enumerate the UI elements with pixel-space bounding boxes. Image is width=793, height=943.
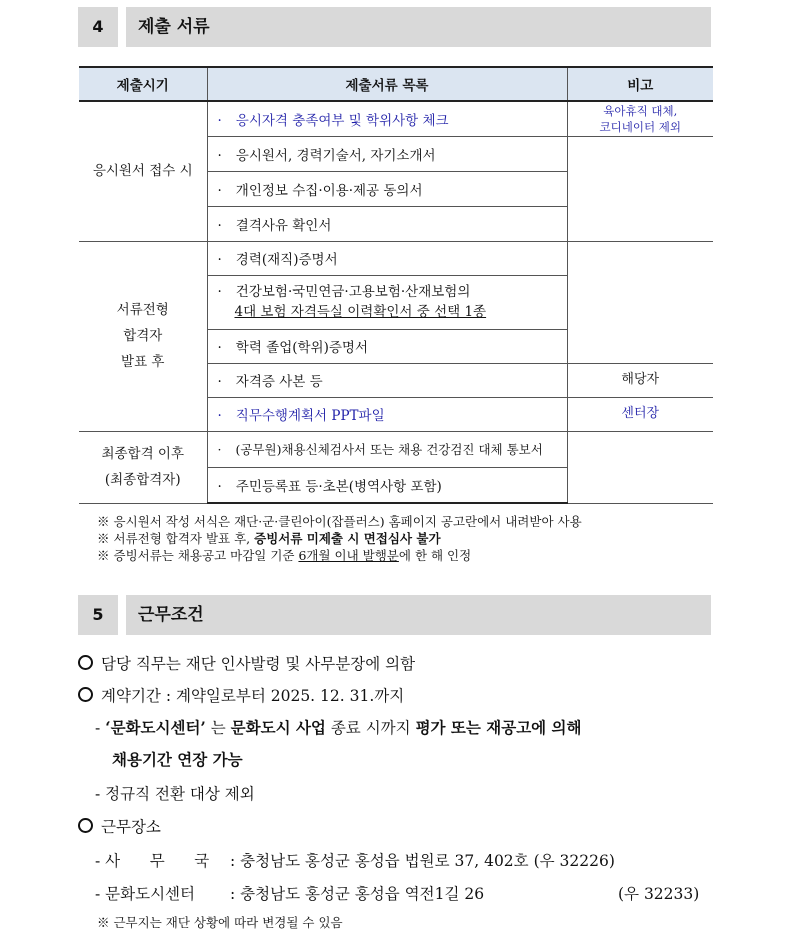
table-row bbox=[79, 101, 713, 136]
table-notes bbox=[97, 513, 582, 564]
header-remarks: 비고 bbox=[567, 67, 713, 101]
section-divider bbox=[118, 595, 126, 635]
remark-cell: 센터장 bbox=[567, 397, 713, 431]
documents-table bbox=[79, 66, 713, 504]
condition-location: 근무장소 bbox=[78, 815, 161, 837]
document-item: · 결격사유 확인서 bbox=[207, 206, 567, 241]
location-secretariat-address: : 충청남도 홍성군 홍성읍 법원로 37, 402호 (우 32226) bbox=[230, 852, 615, 870]
timing-final-pass: 최종합격 이후 (최종합격자) bbox=[79, 431, 207, 503]
section-divider bbox=[118, 7, 126, 47]
condition-duty: 담당 직무는 재단 인사발령 및 사무분장에 의함 bbox=[78, 652, 415, 674]
timing-application: 응시원서 접수 시 bbox=[79, 101, 207, 241]
workplace-footnote: ※ 근무지는 재단 상황에 따라 변경될 수 있음 bbox=[97, 915, 343, 930]
section-5-header bbox=[78, 595, 711, 635]
contract-extension-cont: 채용기간 연장 가능 bbox=[112, 750, 243, 769]
document-item: · 직무수행계획서 PPT파일 bbox=[207, 397, 567, 431]
remark-cell: 육아휴직 대체, 코디네이터 제외 bbox=[567, 101, 713, 136]
contract-extension: - ‘문화도시센터’ 는 문화도시 사업 종료 시까지 평가 또는 재공고에 의해 bbox=[95, 718, 582, 737]
location-center-address: : 충청남도 홍성군 홍성읍 역전1길 26 bbox=[230, 885, 485, 903]
location-center-label: - 문화도시센터 bbox=[95, 885, 196, 903]
section-5-number: 5 bbox=[92, 605, 104, 624]
circle-bullet-icon bbox=[78, 687, 93, 702]
note-line: ※ 서류전형 합격자 발표 후, 증빙서류 미제출 시 면접심사 불가 bbox=[97, 531, 441, 546]
section-4-header bbox=[78, 7, 711, 47]
remark-cell bbox=[567, 136, 713, 241]
circle-bullet-icon bbox=[78, 655, 93, 670]
document-item: · 경력(재직)증명서 bbox=[207, 241, 567, 275]
document-item: · 응시원서, 경력기술서, 자기소개서 bbox=[207, 136, 567, 171]
header-timing: 제출시기 bbox=[79, 67, 207, 101]
table-row bbox=[79, 241, 713, 275]
table-header-row bbox=[79, 67, 713, 101]
header-documents: 제출서류 목록 bbox=[207, 67, 567, 101]
document-item: · 주민등록표 등·초본(병역사항 포함) bbox=[207, 467, 567, 503]
remark-cell: 해당자 bbox=[567, 363, 713, 397]
location-secretariat-label: - 사 무 국 bbox=[95, 852, 210, 870]
document-item: · 응시자격 충족여부 및 학위사항 체크 bbox=[207, 101, 567, 136]
remark-cell bbox=[567, 241, 713, 363]
remark-cell bbox=[567, 431, 713, 503]
location-center-zip: (우 32233) bbox=[618, 885, 700, 903]
permanent-conversion-note: - 정규직 전환 대상 제외 bbox=[95, 785, 255, 803]
document-item: · 건강보험·국민연금·고용보험·산재보험의 4대 보험 자격득실 이력확인서 중 선택 1종 bbox=[207, 275, 567, 329]
document-item: · 자격증 사본 등 bbox=[207, 363, 567, 397]
section-4-title: 제출 서류 bbox=[138, 17, 210, 37]
note-line: ※ 응시원서 작성 서식은 재단·군·클린아이(잡플러스) 홈페이지 공고란에서 내려받아 사용 bbox=[97, 514, 582, 529]
document-item: · 개인정보 수집·이용·제공 동의서 bbox=[207, 171, 567, 206]
section-4-number: 4 bbox=[92, 17, 104, 36]
timing-document-screening: 서류전형 합격자 발표 후 bbox=[79, 241, 207, 431]
circle-bullet-icon bbox=[78, 818, 93, 833]
table-row bbox=[79, 431, 713, 467]
condition-contract: 계약기간 : 계약일로부터 2025. 12. 31.까지 bbox=[78, 684, 404, 706]
note-line: ※ 증빙서류는 채용공고 마감일 기준 6개월 이내 발행분에 한 해 인정 bbox=[97, 548, 472, 563]
section-5-title: 근무조건 bbox=[138, 605, 204, 625]
document-item: · (공무원)채용신체검사서 또는 채용 건강검진 대체 통보서 bbox=[207, 431, 567, 467]
document-item: · 학력 졸업(학위)증명서 bbox=[207, 329, 567, 363]
